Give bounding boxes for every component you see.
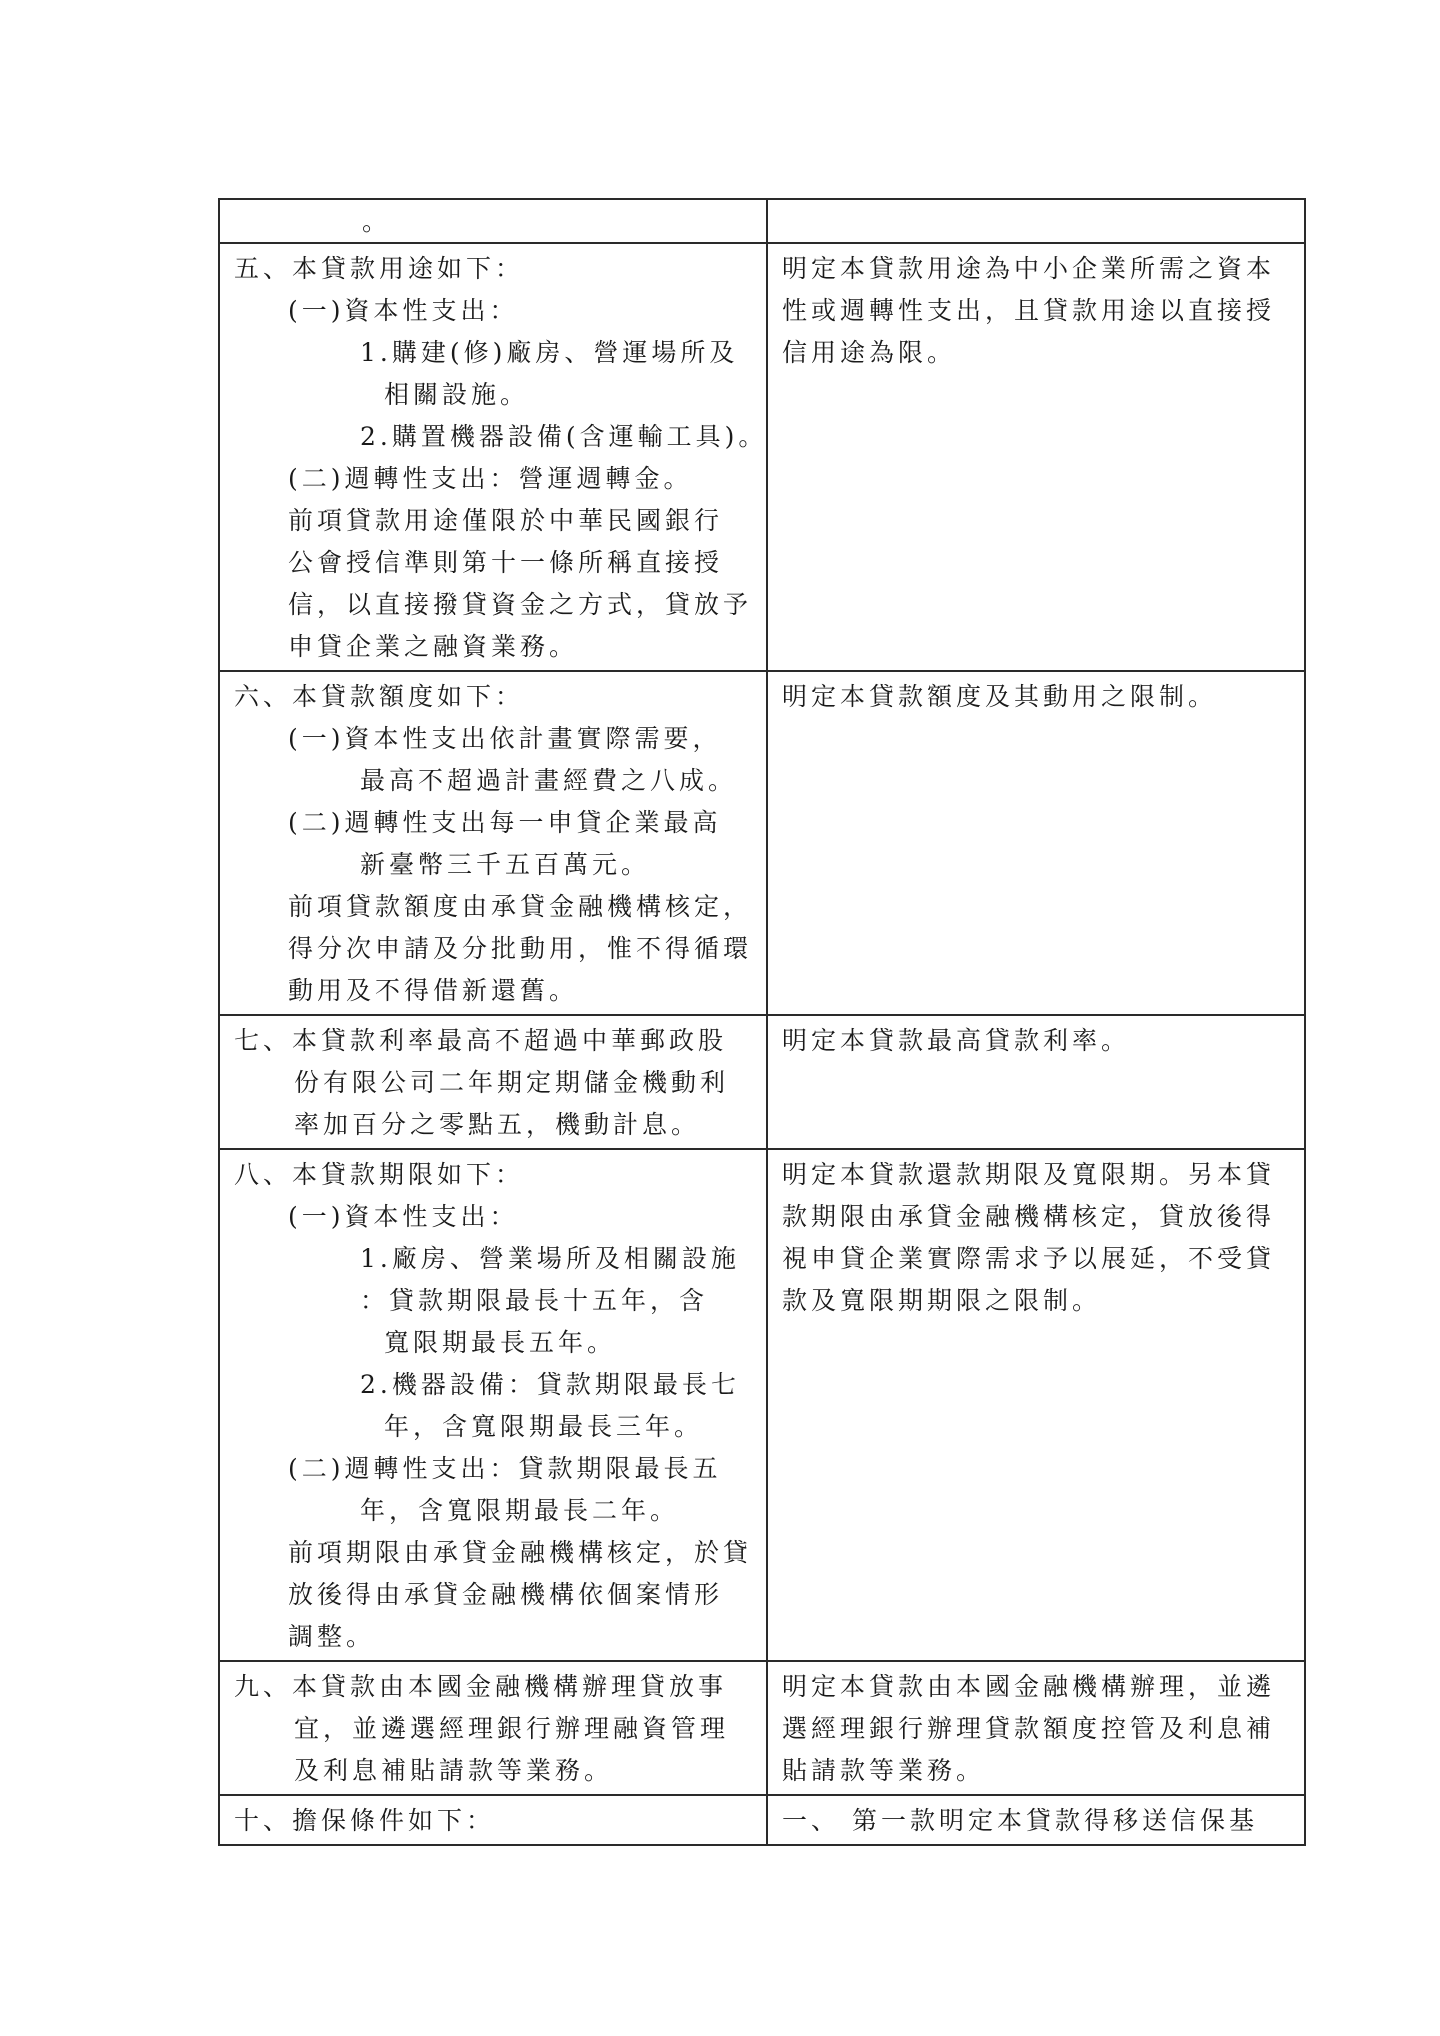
article-line: (一)資本性支出： bbox=[288, 1202, 519, 1231]
article-line: 。 bbox=[362, 207, 392, 236]
article-line: 相關設施。 bbox=[384, 380, 530, 409]
article-line: (二)週轉性支出：營運週轉金。 bbox=[288, 464, 693, 493]
article-line: 2.購置機器設備(含運輸工具)。 bbox=[360, 422, 768, 451]
article-line: 申貸企業之融資業務。 bbox=[288, 632, 579, 661]
explanation-line: 性或週轉性支出，且貸款用途以直接授 bbox=[782, 296, 1276, 325]
article-line: 六、本貸款額度如下： bbox=[234, 682, 525, 711]
explanation-line: 視申貸企業實際需求予以展延，不受貸 bbox=[782, 1244, 1276, 1273]
article-line: 五、本貸款用途如下： bbox=[234, 254, 525, 283]
article-line: 1.廠房、營業場所及相關設施 bbox=[360, 1244, 740, 1273]
explanation-cell bbox=[767, 1795, 1305, 1845]
table-row bbox=[219, 1149, 1305, 1661]
explanation-cell bbox=[767, 1661, 1305, 1795]
table-row bbox=[219, 1015, 1305, 1149]
table-row bbox=[219, 243, 1305, 671]
explanation-line: 明定本貸款用途為中小企業所需之資本 bbox=[782, 254, 1276, 283]
article-line: 新臺幣三千五百萬元。 bbox=[360, 850, 651, 879]
explanation-line: 選經理銀行辦理貸款額度控管及利息補 bbox=[782, 1714, 1276, 1743]
article-line: 前項期限由承貸金融機構核定，於貸 bbox=[288, 1538, 753, 1567]
article-line: (二)週轉性支出：貸款期限最長五 bbox=[288, 1454, 722, 1483]
explanation-cell bbox=[767, 199, 1305, 243]
article-line: 放後得由承貸金融機構依個案情形 bbox=[288, 1580, 724, 1609]
explanation-cell bbox=[767, 671, 1305, 1015]
article-line: 得分次申請及分批動用，惟不得循環 bbox=[288, 934, 753, 963]
article-text-cell bbox=[219, 243, 767, 671]
article-text-cell bbox=[219, 1661, 767, 1795]
article-line: 宜，並遴選經理銀行辦理融資管理 bbox=[294, 1714, 730, 1743]
provisions-table bbox=[218, 198, 1306, 1846]
explanation-line: 明定本貸款最高貸款利率。 bbox=[782, 1026, 1131, 1055]
table-row bbox=[219, 671, 1305, 1015]
article-line: 公會授信準則第十一條所稱直接授 bbox=[288, 548, 724, 577]
article-line: 及利息補貼請款等業務。 bbox=[294, 1756, 614, 1785]
article-text-cell bbox=[219, 1149, 767, 1661]
article-text-cell bbox=[219, 199, 767, 243]
explanation-line: 一、 第一款明定本貸款得移送信保基 bbox=[782, 1806, 1258, 1835]
explanation-line: 明定本貸款額度及其動用之限制。 bbox=[782, 682, 1218, 711]
article-line: 最高不超過計畫經費之八成。 bbox=[360, 766, 738, 795]
article-line: (一)資本性支出： bbox=[288, 296, 519, 325]
article-line: 率加百分之零點五，機動計息。 bbox=[294, 1110, 701, 1139]
article-text-cell bbox=[219, 671, 767, 1015]
article-line: 前項貸款用途僅限於中華民國銀行 bbox=[288, 506, 724, 535]
table-row bbox=[219, 1795, 1305, 1845]
article-line: 八、本貸款期限如下： bbox=[234, 1160, 525, 1189]
table-row bbox=[219, 199, 1305, 243]
explanation-line: 明定本貸款由本國金融機構辦理，並遴 bbox=[782, 1672, 1276, 1701]
article-line: 寬限期最長五年。 bbox=[384, 1328, 617, 1357]
article-line: 動用及不得借新還舊。 bbox=[288, 976, 579, 1005]
table-row bbox=[219, 1661, 1305, 1795]
article-line: ：貸款期限最長十五年，含 bbox=[360, 1286, 709, 1315]
explanation-line: 信用途為限。 bbox=[782, 338, 957, 367]
explanation-line: 明定本貸款還款期限及寬限期。另本貸 bbox=[782, 1160, 1276, 1189]
article-text-cell bbox=[219, 1015, 767, 1149]
explanation-cell bbox=[767, 1015, 1305, 1149]
explanation-cell bbox=[767, 243, 1305, 671]
article-line: 前項貸款額度由承貸金融機構核定， bbox=[288, 892, 753, 921]
article-line: 年，含寬限期最長二年。 bbox=[360, 1496, 680, 1525]
article-text-cell bbox=[219, 1795, 767, 1845]
article-line: 十、擔保條件如下： bbox=[234, 1806, 496, 1835]
article-line: 信，以直接撥貸資金之方式，貸放予 bbox=[288, 590, 753, 619]
explanation-line: 款及寬限期期限之限制。 bbox=[782, 1286, 1102, 1315]
provisions-table-body bbox=[219, 199, 1305, 1845]
article-line: 調整。 bbox=[288, 1622, 376, 1651]
explanation-cell bbox=[767, 1149, 1305, 1661]
article-line: 九、本貸款由本國金融機構辦理貸放事 bbox=[234, 1672, 728, 1701]
explanation-line: 貼請款等業務。 bbox=[782, 1756, 986, 1785]
article-line: 份有限公司二年期定期儲金機動利 bbox=[294, 1068, 730, 1097]
article-line: 2.機器設備：貸款期限最長七 bbox=[360, 1370, 740, 1399]
article-line: (一)資本性支出依計畫實際需要， bbox=[288, 724, 722, 753]
article-line: (二)週轉性支出每一申貸企業最高 bbox=[288, 808, 722, 837]
article-line: 1.購建(修)廠房、營運場所及 bbox=[360, 338, 739, 367]
explanation-line: 款期限由承貸金融機構核定，貸放後得 bbox=[782, 1202, 1276, 1231]
article-line: 年，含寬限期最長三年。 bbox=[384, 1412, 704, 1441]
article-line: 七、本貸款利率最高不超過中華郵政股 bbox=[234, 1026, 728, 1055]
